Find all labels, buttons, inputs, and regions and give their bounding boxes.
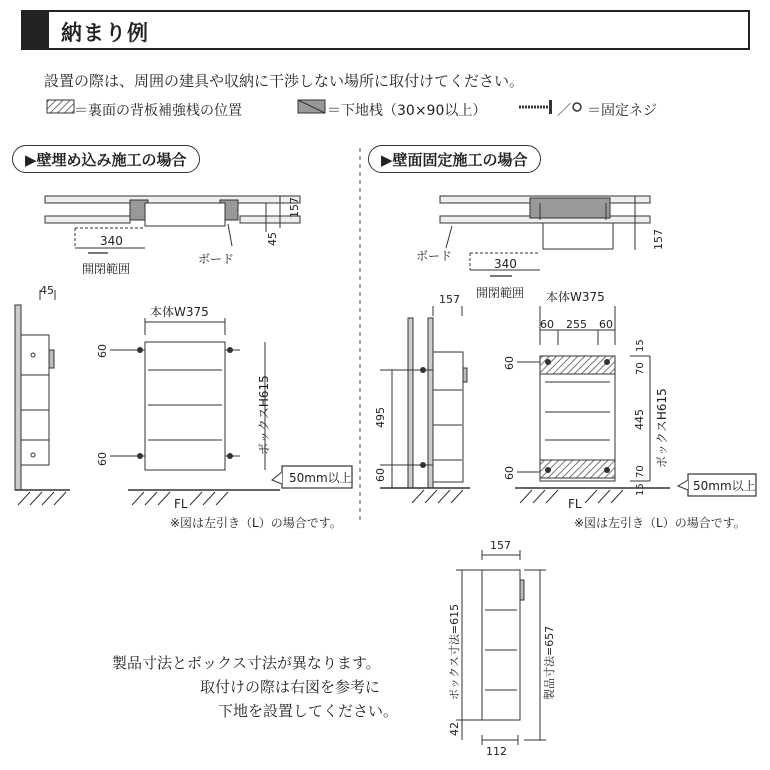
left-section-heading: ▶壁埋め込み施工の場合 bbox=[12, 145, 200, 173]
bottom-line-1: 製品寸法とボックス寸法が異なります。 bbox=[112, 654, 381, 672]
screw-legend-separator: ／ bbox=[557, 103, 571, 119]
right-dim-60-side: 60 bbox=[374, 468, 387, 482]
left-min50-label: 50mm以上 bbox=[289, 471, 352, 485]
bottom-line-3: 下地を設置してください。 bbox=[218, 702, 399, 720]
left-box-height: ボックスH615 bbox=[257, 375, 271, 455]
right-dim-15-bot: 15 bbox=[635, 483, 646, 496]
left-side-floor-hatch bbox=[18, 492, 66, 505]
bottom-dim-157: 157 bbox=[490, 539, 511, 552]
left-dim-60-top: 60 bbox=[96, 344, 109, 358]
left-note: ※図は左引き（L）の場合です。 bbox=[170, 516, 342, 530]
right-fl-label: FL bbox=[568, 497, 582, 511]
screw-head-legend-icon bbox=[573, 103, 581, 111]
right-open-range: 開閉範囲 bbox=[476, 286, 525, 300]
bottom-box-dim: ボックス寸法=615 bbox=[448, 603, 461, 700]
right-dim-255: 255 bbox=[566, 318, 587, 331]
bottom-dim-112: 112 bbox=[486, 745, 507, 758]
right-plan-view bbox=[440, 196, 650, 276]
right-board-label: ボード bbox=[416, 249, 453, 263]
bottom-side-view bbox=[456, 550, 546, 745]
right-section-heading: ▶壁面固定施工の場合 bbox=[368, 145, 541, 173]
right-min50-label: 50mm以上 bbox=[693, 479, 756, 493]
left-dim-340: 340 bbox=[100, 234, 123, 248]
left-fl-label: FL bbox=[174, 497, 188, 511]
right-side-view bbox=[380, 306, 470, 488]
left-front-view bbox=[110, 318, 280, 490]
left-dim-45-top: 45 bbox=[266, 232, 279, 246]
right-dim-15-top: 15 bbox=[635, 339, 646, 352]
intro-text: 設置の際は、周囲の建具や収納に干渉しない場所に取付けてください。 bbox=[44, 72, 525, 90]
left-dim-157: 157 bbox=[288, 197, 301, 218]
right-note: ※図は左引き（L）の場合です。 bbox=[574, 516, 746, 530]
right-dim-60-front-top: 60 bbox=[503, 356, 516, 370]
right-dim-495: 495 bbox=[374, 407, 387, 428]
hatch-legend-icon bbox=[47, 100, 74, 113]
left-board-label: ボード bbox=[198, 252, 235, 266]
right-dim-70-top: 70 bbox=[635, 362, 646, 375]
left-body-width: 本体W375 bbox=[150, 305, 209, 319]
right-dim-340: 340 bbox=[494, 257, 517, 271]
bottom-dim-42: 42 bbox=[448, 722, 461, 736]
screw-legend-icon bbox=[519, 100, 552, 114]
right-dim-60-front-bot: 60 bbox=[503, 466, 516, 480]
right-dim-60b: 60 bbox=[599, 318, 613, 331]
screw-legend-label: ＝固定ネジ bbox=[587, 103, 657, 119]
right-box-height: ボックスH615 bbox=[655, 388, 669, 468]
right-side-screws bbox=[420, 367, 426, 468]
left-plan-view bbox=[45, 196, 300, 253]
bottom-product-dim: 製品寸法=657 bbox=[543, 625, 556, 700]
bottom-line-2: 取付けの際は右図を参考に bbox=[200, 678, 381, 696]
right-dim-70-bot: 70 bbox=[635, 465, 646, 478]
stud-legend-label: ＝下地桟（30×90以上） bbox=[327, 103, 487, 119]
right-dim-60a: 60 bbox=[540, 318, 554, 331]
right-body-width: 本体W375 bbox=[546, 290, 605, 304]
left-dim-45-side: 45 bbox=[40, 284, 54, 297]
left-dim-60-bot: 60 bbox=[96, 452, 109, 466]
right-dim-157-side: 157 bbox=[439, 293, 460, 306]
left-open-range: 開閉範囲 bbox=[82, 262, 131, 276]
right-front-view bbox=[515, 306, 670, 488]
right-side-floor-hatch bbox=[412, 490, 463, 503]
hatch-legend-label: ＝裏面の背板補強桟の位置 bbox=[74, 103, 242, 119]
left-side-view bbox=[15, 290, 70, 490]
right-dim-445: 445 bbox=[633, 409, 646, 430]
page-title: 納まり例 bbox=[61, 21, 149, 45]
right-dim-157: 157 bbox=[652, 229, 665, 250]
